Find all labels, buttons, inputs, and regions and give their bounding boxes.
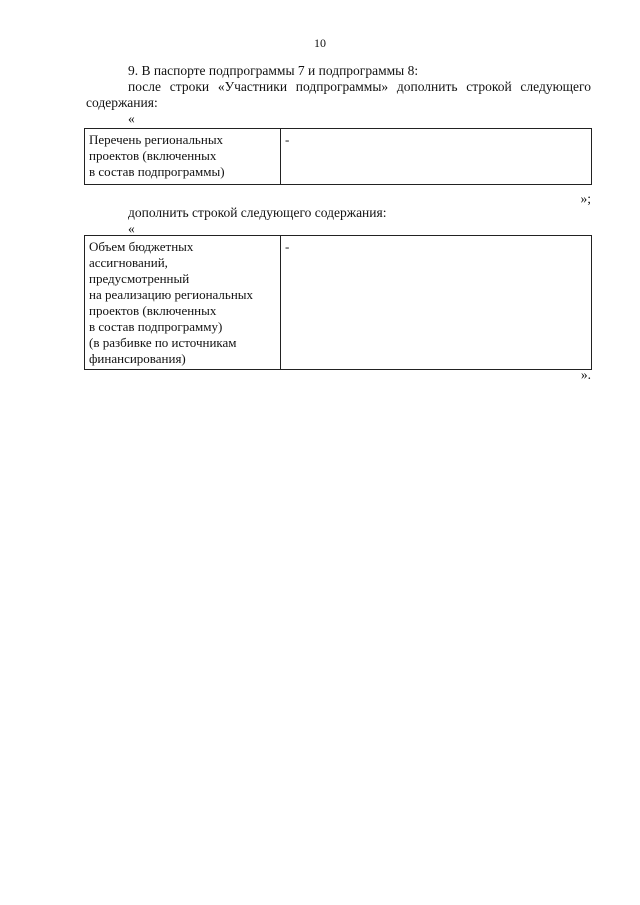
- close-quote-2: ».: [580, 367, 591, 382]
- instruction-line-2: содержания:: [86, 95, 158, 110]
- instruction-add-row: дополнить строкой следующего содержания:: [128, 205, 387, 220]
- instruction-line-1: после строки «Участники подпрограммы» дополнить строкой следующего: [128, 79, 591, 94]
- budget-allocations-label: Объем бюджетных ассигнований, предусмотренный на реализацию региональных проектов (включенных в состав подпрограмму) (в разбивке по источникам финансирования): [85, 236, 281, 370]
- open-quote-2: «: [128, 221, 135, 236]
- close-quote-1: »;: [580, 191, 591, 206]
- budget-allocations-value: -: [281, 236, 592, 370]
- regional-projects-label: Перечень региональных проектов (включенных в состав подпрограммы): [85, 129, 281, 185]
- regional-projects-table: [84, 128, 592, 185]
- table-row: [85, 129, 592, 185]
- open-quote-1: «: [128, 111, 135, 126]
- budget-allocations-table: [84, 235, 592, 370]
- item-heading: 9. В паспорте подпрограммы 7 и подпрограммы 8:: [128, 63, 419, 78]
- page-number: 10: [314, 36, 326, 50]
- table-row: [85, 236, 592, 370]
- regional-projects-value: -: [281, 129, 592, 185]
